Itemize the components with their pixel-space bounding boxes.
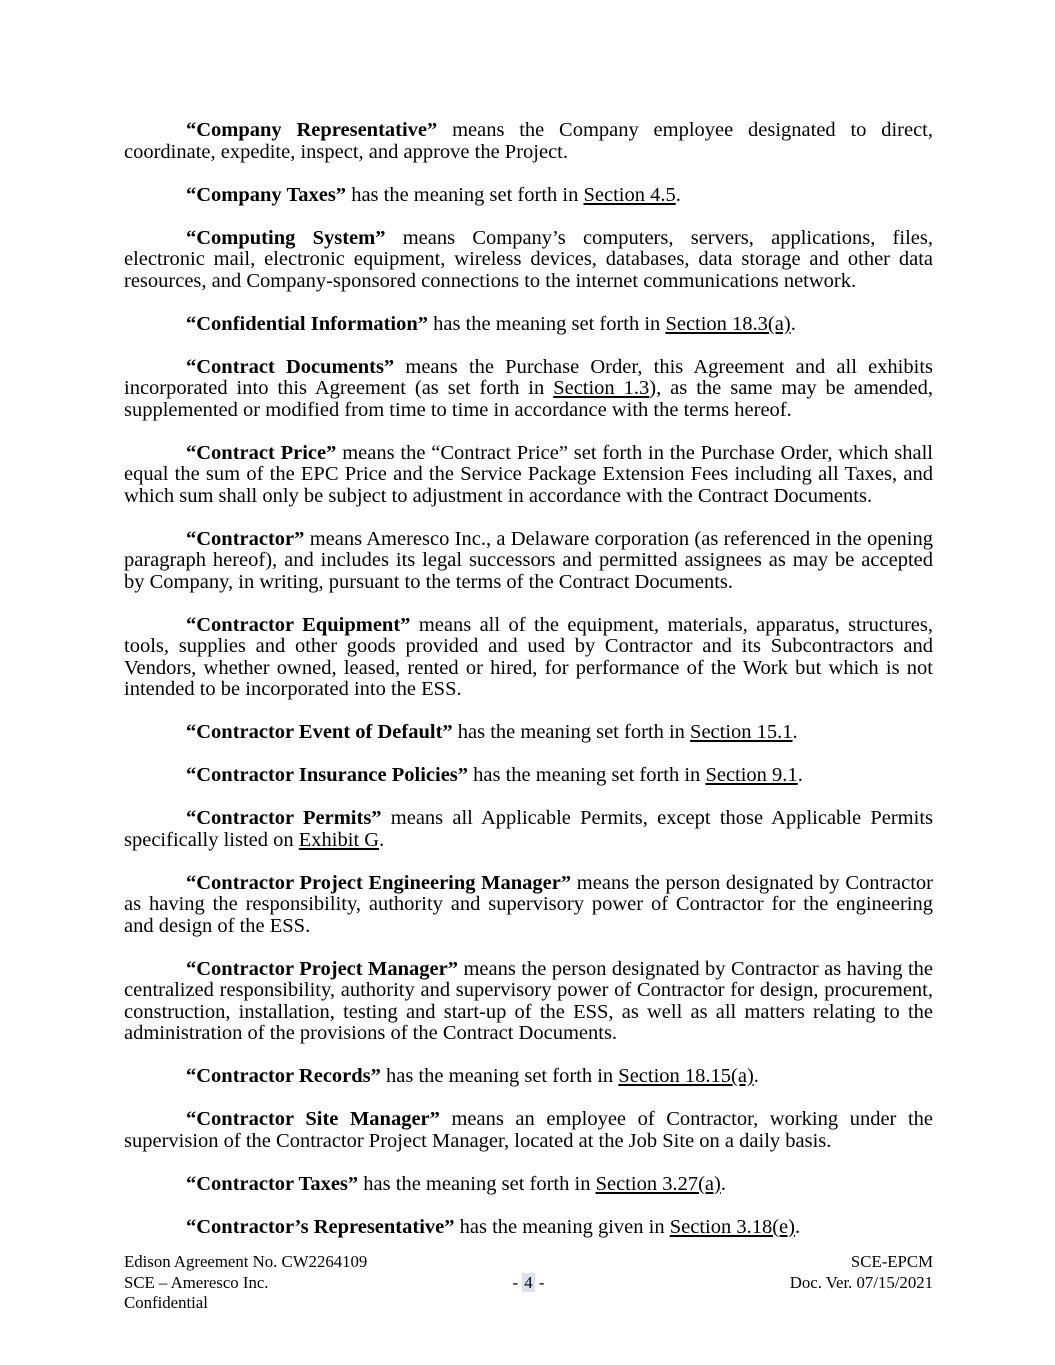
defined-term: “Contractor Permits” bbox=[186, 807, 382, 829]
definition-paragraph bbox=[124, 808, 933, 851]
page-number-field: 4 bbox=[524, 1272, 533, 1292]
text-run: . bbox=[790, 312, 796, 335]
text-run: . bbox=[720, 1172, 726, 1195]
footer-left-block bbox=[124, 1252, 367, 1314]
text-run: has the meaning set forth in bbox=[358, 1172, 596, 1195]
footer-agreement-number: Edison Agreement No. CW2264109 bbox=[124, 1252, 368, 1271]
definition-paragraph bbox=[124, 1217, 933, 1239]
defined-term: “Contractor Taxes” bbox=[186, 1172, 359, 1195]
text-run: means the Company employee designated to direct, coordinate, expedite, inspect, and approve the Project. bbox=[124, 119, 933, 163]
footer-doc-type: SCE-EPCM bbox=[850, 1252, 933, 1271]
definition-paragraph bbox=[124, 615, 933, 701]
definition-paragraph bbox=[124, 314, 933, 336]
text-run: . bbox=[797, 764, 803, 786]
text-run: has the meaning given in bbox=[454, 1215, 670, 1238]
definition-paragraph bbox=[124, 120, 933, 163]
text-run: has the meaning set forth in bbox=[468, 764, 706, 786]
definition-paragraph bbox=[124, 959, 933, 1045]
text-run: . bbox=[794, 1215, 801, 1238]
definition-paragraph bbox=[124, 228, 933, 293]
section-reference: Section 3.27(a) bbox=[595, 1172, 721, 1195]
text-run: means Company’s computers, servers, applications, files, electronic mail, electronic equipment, wireless devices, databases, data storage and other data resources, and Company-sponsored connections to the internet communications network. bbox=[124, 226, 933, 292]
defined-term: “Contractor’s Representative” bbox=[186, 1215, 455, 1238]
defined-term: “Contractor Project Manager” bbox=[186, 957, 459, 980]
defined-term: “Computing System” bbox=[186, 226, 386, 249]
text-run: means Ameresco Inc., a Delaware corporation (as referenced in the opening paragraph hereof), and includes its legal successors and permitted assignees as may be accepted by Company, in writing, pursuant to the terms of the Contract Documents. bbox=[124, 527, 933, 593]
section-reference: Section 4.5 bbox=[583, 183, 676, 206]
defined-term: “Contractor” bbox=[186, 527, 305, 550]
page-number bbox=[513, 1273, 545, 1294]
defined-term: “Contractor Site Manager” bbox=[186, 1108, 440, 1130]
section-reference: Section 18.15(a) bbox=[618, 1065, 754, 1087]
definition-paragraph bbox=[124, 1174, 933, 1196]
text-run: means the “Contract Price” set forth in the Purchase Order, which shall equal the sum of the EPC Price and the Service Package Extension Fees including all Taxes, and which sum shall only be subject to adjustment in accordance with the Contract Documents. bbox=[124, 441, 933, 507]
defined-term: “Contractor Records” bbox=[186, 1065, 381, 1087]
definition-paragraph bbox=[124, 529, 933, 594]
defined-term: “Confidential Information” bbox=[186, 312, 429, 335]
definition-paragraph bbox=[124, 443, 933, 508]
definition-paragraph bbox=[124, 357, 933, 422]
defined-term: “Company Taxes” bbox=[186, 183, 347, 206]
text-run: means all Applicable Permits, except those Applicable Permits specifically listed on bbox=[124, 807, 933, 851]
footer-doc-version: Doc. Ver. 07/15/2021 bbox=[789, 1272, 933, 1292]
defined-term: “Contract Price” bbox=[186, 441, 337, 464]
text-run: means all of the equipment, materials, apparatus, structures, tools, supplies and other goods provided and used by Contractor and its Subcontractors and Vendors, whether owned, leased, rented or hired, for performance of the Work but which is not intended to be incorporated into the ESS. bbox=[124, 613, 933, 700]
defined-term: “Company Representative” bbox=[186, 119, 438, 141]
text-run: ), as the same may be amended, supplemented or modified from time to time in accordance with the terms hereof. bbox=[124, 377, 933, 421]
text-run: means an employee of Contractor, working under the supervision of the Contractor Project Manager, located at the Job Site on a daily basis. bbox=[124, 1108, 933, 1152]
definition-paragraph bbox=[124, 185, 933, 207]
definition-paragraph bbox=[124, 722, 933, 744]
text-run: means the Purchase Order, this Agreement and all exhibits incorporated into this Agreement (as set forth in bbox=[124, 355, 933, 399]
definition-paragraph bbox=[124, 873, 933, 938]
defined-term: “Contractor Event of Default” bbox=[186, 721, 453, 743]
defined-term: “Contract Documents” bbox=[186, 355, 395, 378]
definition-paragraph bbox=[124, 1109, 933, 1152]
text-run: . bbox=[792, 721, 798, 743]
footer-confidential-label: Confidential bbox=[124, 1293, 208, 1313]
footer-parties: SCE – Ameresco Inc. bbox=[124, 1272, 269, 1292]
defined-term: “Contractor Equipment” bbox=[186, 613, 411, 636]
text-run: means the person designated by Contractor as having the responsibility, authority and supervisory power of Contractor for the engineering and design of the ESS. bbox=[124, 871, 933, 937]
page-number-prefix: - bbox=[512, 1272, 523, 1292]
section-reference: Section 3.18(e) bbox=[669, 1215, 795, 1238]
text-run: . bbox=[675, 183, 681, 206]
text-run: has the meaning set forth in bbox=[428, 312, 666, 335]
section-reference: Section 9.1 bbox=[705, 764, 798, 786]
defined-term: “Contractor Insurance Policies” bbox=[186, 764, 469, 786]
definition-paragraph bbox=[124, 765, 933, 787]
section-reference: Section 18.3(a) bbox=[665, 312, 791, 335]
section-reference: Exhibit G bbox=[298, 828, 380, 851]
text-run: has the meaning set forth in bbox=[346, 183, 584, 206]
text-run: . bbox=[753, 1065, 759, 1087]
definition-paragraph bbox=[124, 1066, 933, 1088]
text-run: means the person designated by Contractor as having the centralized responsibility, authority and supervisory power of Contractor for design, procurement, construction, installation, testing and start-up of the ESS, as well as all matters relating to the administration of the provisions of the Contract Documents. bbox=[124, 957, 933, 1044]
text-run: has the meaning set forth in bbox=[380, 1065, 619, 1087]
section-reference: Section 15.1 bbox=[690, 721, 793, 743]
section-reference: Section 1.3 bbox=[553, 377, 650, 399]
footer-right-block bbox=[790, 1252, 933, 1293]
text-run: has the meaning set forth in bbox=[452, 721, 691, 743]
definitions-body bbox=[124, 120, 933, 1260]
text-run: . bbox=[379, 828, 385, 851]
page-number-suffix: - bbox=[534, 1272, 545, 1292]
defined-term: “Contractor Project Engineering Manager” bbox=[186, 871, 572, 894]
